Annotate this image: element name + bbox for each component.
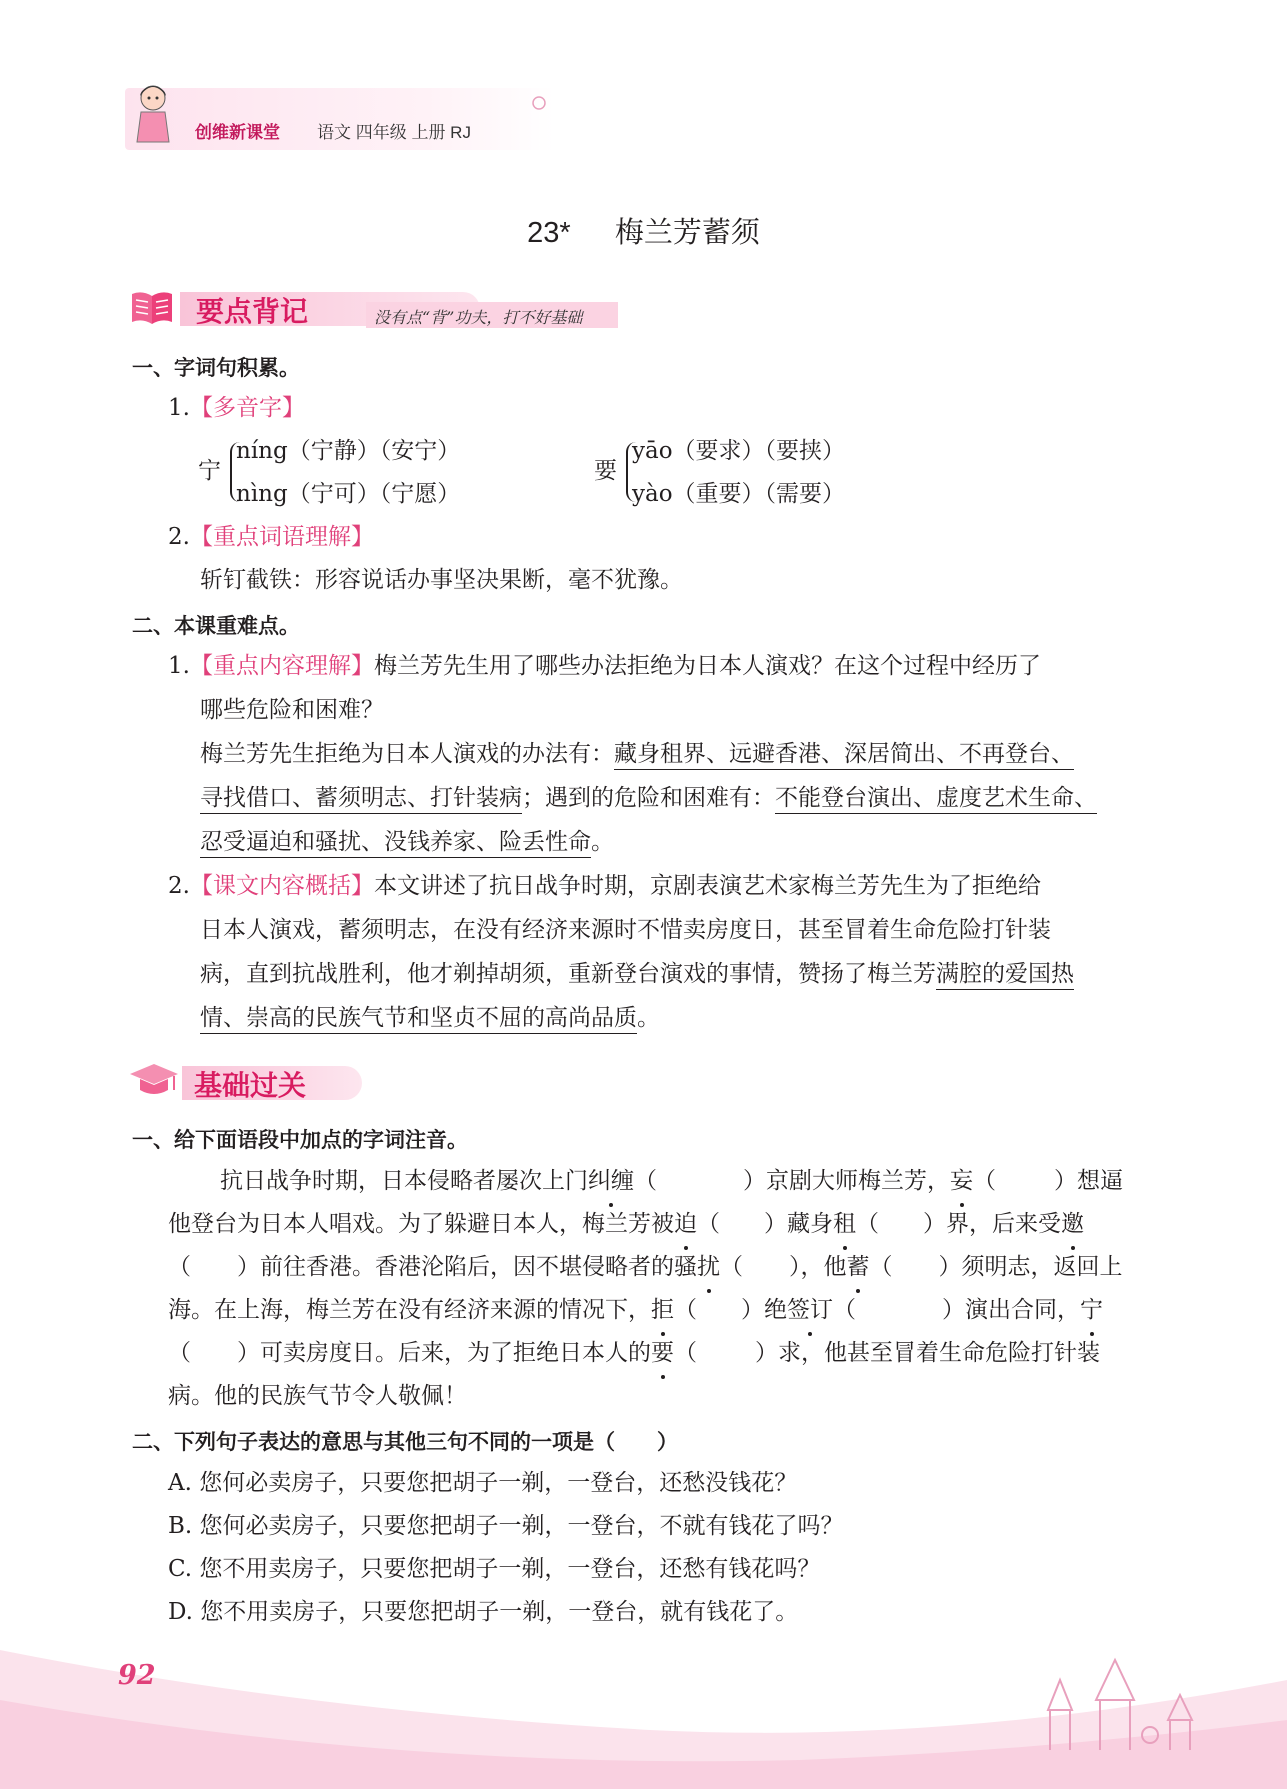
summary-line2: 日本人演戏，蓄须明志，在没有经济来源时不惜卖房度日，甚至冒着生命危险打针装 [200, 917, 1051, 943]
item-key-words: 2.【重点词语理解】 [168, 524, 374, 550]
graduation-cap-icon [128, 1058, 180, 1102]
dotted-word: 纠缠 [588, 1160, 634, 1202]
summary-line4: 情、崇高的民族气节和坚贞不屈的高尚品质。 [200, 997, 660, 1039]
heading-word-accumulation: 一、字词句积累。 [132, 357, 300, 380]
polyphone-ning-reading-2: nìng（宁可）（宁愿） [236, 481, 461, 507]
brand-name: 创维新课堂 [195, 123, 280, 142]
polyphone-ning-char: 宁 [198, 458, 221, 484]
passage-line5: （ ）可卖房度日。后来，为了拒绝日本人的要（ ）求，他甚至冒着生命危险打针装 [168, 1332, 1100, 1374]
heading-pinyin-task: 一、给下面语段中加点的字词注音。 [132, 1129, 468, 1152]
heading-choice-question: 二、下列句子表达的意思与其他三句不同的一项是（ ） [132, 1431, 678, 1454]
summary-underline-1: 满腔的爱国热 [936, 961, 1074, 990]
lesson-name: 梅兰芳蓄须 [614, 217, 760, 249]
option-b[interactable]: B. 您何必卖房子，只要您把胡子一剃，一登台，不就有钱花了吗？ [168, 1513, 844, 1539]
subject-label: 语文 四年级 上册 RJ [317, 123, 471, 142]
book-icon [128, 288, 176, 328]
tag-polyphone: 【多音字】 [189, 395, 305, 421]
content-answer-line3: 忍受逼迫和骚扰、没钱养家、险丢性命。 [200, 821, 614, 863]
passage-line1: 抗日战争时期，日本侵略者屡次上门纠缠（ ）京剧大师梅兰芳，妄（ ）想逼 [220, 1160, 1123, 1202]
content-question: 1.【重点内容理解】梅兰芳先生用了哪些办法拒绝为日本人演戏？在这个过程中经历了 [168, 653, 1041, 679]
content-answer-line1: 梅兰芳先生拒绝为日本人演戏的办法有：藏身租界、远避香港、深居简出、不再登台、 [200, 733, 1074, 775]
passage-line2: 他登台为日本人唱戏。为了躲避日本人，梅兰芳被迫（ ）藏身租（ ）界，后来受邀 [168, 1203, 1084, 1245]
section-motto: 没有点“背”功夫，打不好基础 [374, 308, 583, 327]
polyphone-ning-reading-1: níng（宁静）（安宁） [236, 438, 461, 464]
lesson-title [0, 210, 1287, 251]
heading-key-difficulties: 二、本课重难点。 [132, 615, 300, 638]
polyphone-yao-reading-1: yāo（要求）（要挟） [632, 438, 846, 464]
lesson-number: 23* [527, 217, 571, 249]
tag-key-content: 【重点内容理解】 [189, 653, 374, 679]
section-title-key-points: 要点背记 [196, 296, 309, 327]
passage-line6: 病。他的民族气节令人敬佩！ [168, 1383, 467, 1409]
dotted-word: 妄 [950, 1160, 973, 1202]
dotted-word: 租 [833, 1203, 856, 1245]
option-a[interactable]: A. 您何必卖房子，只要您把胡子一剃，一登台，还愁没钱花？ [168, 1470, 798, 1496]
answer-methods-2: 寻找借口、蓄须明志、打针装病 [200, 785, 522, 814]
content-question-line2: 哪些危险和困难？ [200, 697, 384, 723]
header-banner [125, 88, 555, 150]
item-polyphone: 1.【多音字】 [168, 395, 305, 421]
polyphone-yao-reading-2: yào（重要）（需要） [632, 481, 846, 507]
tag-summary: 【课文内容概括】 [189, 873, 374, 899]
page-number: 92 [118, 1660, 156, 1691]
dotted-word: 签订 [787, 1289, 833, 1331]
section-banner-key-points [128, 286, 618, 334]
dotted-word: 拒 [651, 1289, 674, 1331]
passage-line4: 海。在上海，梅兰芳在没有经济来源的情况下，拒（ ）绝签订（ ）演出合同，宁 [168, 1289, 1103, 1331]
content-answer-line2: 寻找借口、蓄须明志、打针装病；遇到的危险和困难有：不能登台演出、虚度艺术生命、 [200, 777, 1097, 819]
answer-dangers-2: 忍受逼迫和骚扰、没钱养家、险丢性命 [200, 829, 591, 858]
option-c[interactable]: C. 您不用卖房子，只要您把胡子一剃，一登台，还愁有钱花吗？ [168, 1556, 821, 1582]
castle-icon [1010, 1650, 1210, 1760]
girl-mascot-icon [129, 82, 177, 148]
passage-line3: （ ）前往香港。香港沦陷后，因不堪侵略者的骚扰（ ），他蓄（ ）须明志，返回上 [168, 1246, 1123, 1288]
option-d[interactable]: D. 您不用卖房子，只要您把胡子一剃，一登台，就有钱花了。 [168, 1599, 799, 1625]
summary-line3: 病，直到抗战胜利，他才剃掉胡须，重新登台演戏的事情，赞扬了梅兰芳满腔的爱国热 [200, 953, 1074, 995]
dotted-word: 邀 [1061, 1203, 1084, 1245]
tag-key-words: 【重点词语理解】 [189, 524, 374, 550]
polyphone-yao-char: 要 [594, 458, 617, 484]
dotted-word: 扰 [697, 1246, 720, 1288]
dotted-word: 迫 [674, 1203, 697, 1245]
answer-methods-1: 藏身租界、远避香港、深居简出、不再登台、 [614, 741, 1074, 770]
answer-dangers-1: 不能登台演出、虚度艺术生命、 [775, 785, 1097, 814]
dotted-word: 要 [651, 1332, 674, 1374]
flower-icon [530, 94, 548, 112]
key-word-definition: 斩钉截铁：形容说话办事坚决果断，毫不犹豫。 [200, 567, 683, 593]
summary-line1: 2.【课文内容概括】本文讲述了抗日战争时期，京剧表演艺术家梅兰芳先生为了拒绝给 [168, 873, 1041, 899]
summary-underline-2: 情、崇高的民族气节和坚贞不屈的高尚品质 [200, 1005, 637, 1034]
dotted-word: 宁 [1080, 1289, 1103, 1331]
dotted-word: 蓄 [847, 1246, 870, 1288]
section-banner-basics [128, 1058, 368, 1106]
section-title-basics: 基础过关 [194, 1070, 307, 1101]
